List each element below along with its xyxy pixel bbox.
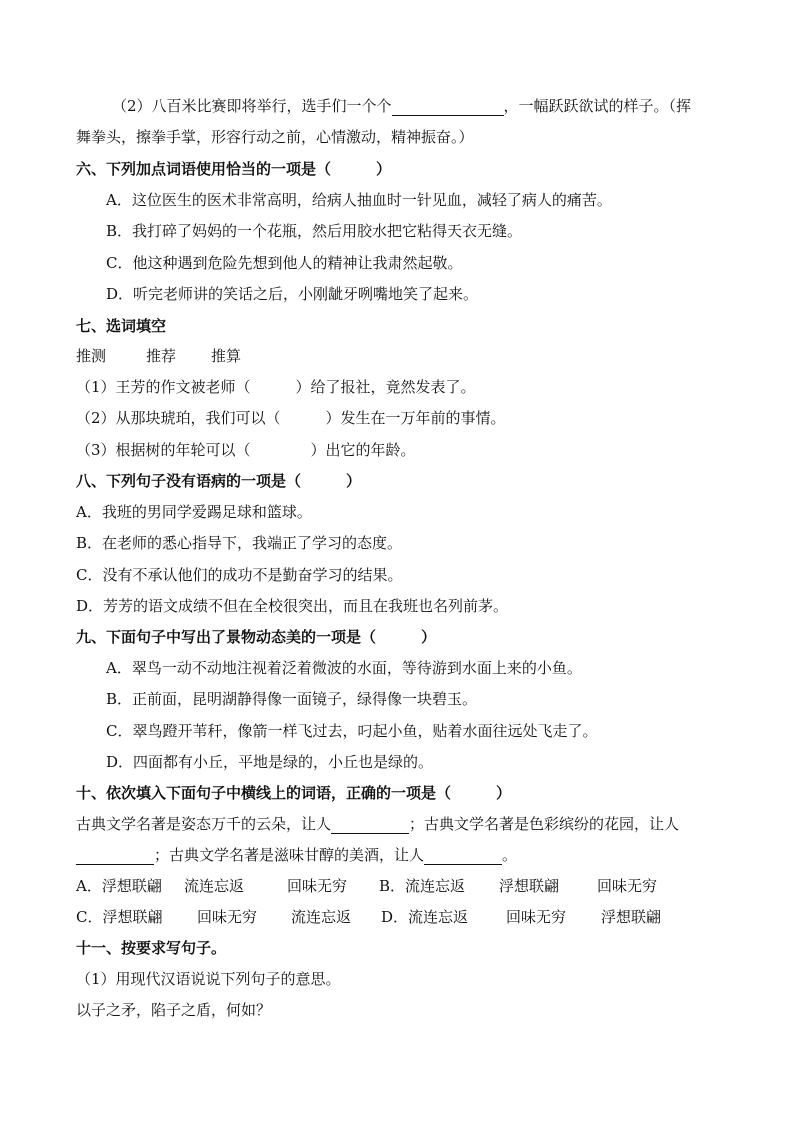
q7-item-2: （2）从那块琥珀，我们可以（ ）发生在一万年前的事情。: [76, 409, 506, 427]
fill-blank[interactable]: [76, 848, 154, 865]
q10-options-row2: [76, 907, 661, 927]
q8-heading: 八、下列句子没有语病的一项是（ ）: [76, 472, 362, 490]
q9-heading: 九、下面句子中写出了景物动态美的一项是（ ）: [76, 628, 437, 646]
q7-word-bank: [76, 346, 241, 366]
q10-option-word: 流连忘返: [291, 908, 352, 926]
q10-option-word: 回味无穷: [597, 877, 658, 895]
q10-option-b-label[interactable]: B．流连忘返: [379, 877, 466, 895]
q8-option-c[interactable]: C．没有不承认他们的成功不是勤奋学习的结果。: [76, 566, 403, 584]
q10-option-word: 回味无穷: [287, 877, 348, 895]
q10-sentence-line1: 古典文学名著是姿态万千的云朵，让人 ；古典文学名著是色彩缤纷的花园，让人: [76, 815, 680, 833]
q10-options-row1: [76, 876, 657, 896]
q9-option-c[interactable]: C．翠鸟蹬开苇秆，像箭一样飞过去，叼起小鱼，贴着水面往远处飞走了。: [106, 722, 598, 740]
q11-item-1: （1）用现代汉语说说下列句子的意思。: [76, 970, 341, 988]
q6-option-c[interactable]: C．他这种遇到危险先想到他人的精神让我肃然起敬。: [106, 254, 463, 272]
q6-option-b[interactable]: B．我打碎了妈妈的一个花瓶，然后用胶水把它粘得天衣无缝。: [106, 222, 523, 240]
q7-heading: 七、选词填空: [76, 317, 167, 335]
q8-option-b[interactable]: B．在老师的悉心指导下，我端正了学习的态度。: [76, 534, 403, 552]
fill-blank[interactable]: [331, 817, 409, 834]
q10-option-word: 流连忘返: [184, 877, 245, 895]
q10-option-word: 回味无穷: [506, 908, 567, 926]
fill-blank[interactable]: [392, 99, 504, 116]
q11-quote: 以子之矛，陷子之盾，何如？: [76, 1001, 272, 1019]
q7-item-3: （3）根据树的年轮可以（ ）出它的年龄。: [76, 441, 416, 459]
q8-option-d[interactable]: D．芳芳的语文成绩不但在全校很突出，而且在我班也名列前茅。: [76, 597, 509, 615]
q7-item-1: （1）王芳的作文被老师（ ）给了报社，竟然发表了。: [76, 378, 476, 396]
q5-item-2-line1: （2）八百米比赛即将举行，选手们一个个 ，一幅跃跃欲试的样子。（挥: [112, 97, 692, 115]
q10-option-c-label[interactable]: C．浮想联翩: [76, 908, 163, 926]
q9-option-b[interactable]: B．正前面，昆明湖静得像一面镜子，绿得像一块碧玉。: [106, 690, 478, 708]
q9-option-a[interactable]: A．翠鸟一动不动地注视着泛着微波的水面，等待游到水面上来的小鱼。: [106, 659, 582, 677]
word-bank-item: 推算: [211, 347, 242, 365]
q6-option-a[interactable]: A．这位医生的医术非常高明，给病人抽血时一针见血，减轻了病人的痛苦。: [106, 191, 612, 209]
q10-option-a-label[interactable]: A．浮想联翩: [76, 877, 162, 895]
q10-option-word: 回味无穷: [197, 908, 258, 926]
q11-heading: 十一、按要求写句子。: [76, 939, 227, 957]
q10-heading: 十、依次填入下面句子中横线上的词语，正确的一项是（ ）: [76, 784, 512, 802]
fill-blank[interactable]: [424, 848, 502, 865]
q9-option-d[interactable]: D．四面都有小丘，平地是绿的，小丘也是绿的。: [106, 753, 434, 771]
q10-sentence-line2: ；古典文学名著是滋味甘醇的美酒，让人 。: [76, 845, 517, 865]
q8-option-a[interactable]: A．我班的男同学爱踢足球和篮球。: [76, 503, 312, 521]
q6-option-d[interactable]: D．听完老师讲的笑话之后，小刚龇牙咧嘴地笑了起来。: [106, 285, 479, 303]
q10-option-d-label[interactable]: D．流连忘返: [381, 908, 469, 926]
q6-heading: 六、下列加点词语使用恰当的一项是（ ）: [76, 160, 392, 178]
q10-option-word: 浮想联翩: [499, 877, 560, 895]
word-bank-item: 推测: [76, 347, 107, 365]
q5-item-2-line2: 舞拳头，擦拳手掌，形容行动之前，心情激动，精神振奋。）: [76, 128, 474, 146]
q10-option-word: 浮想联翩: [601, 908, 662, 926]
word-bank-item: 推荐: [146, 347, 177, 365]
